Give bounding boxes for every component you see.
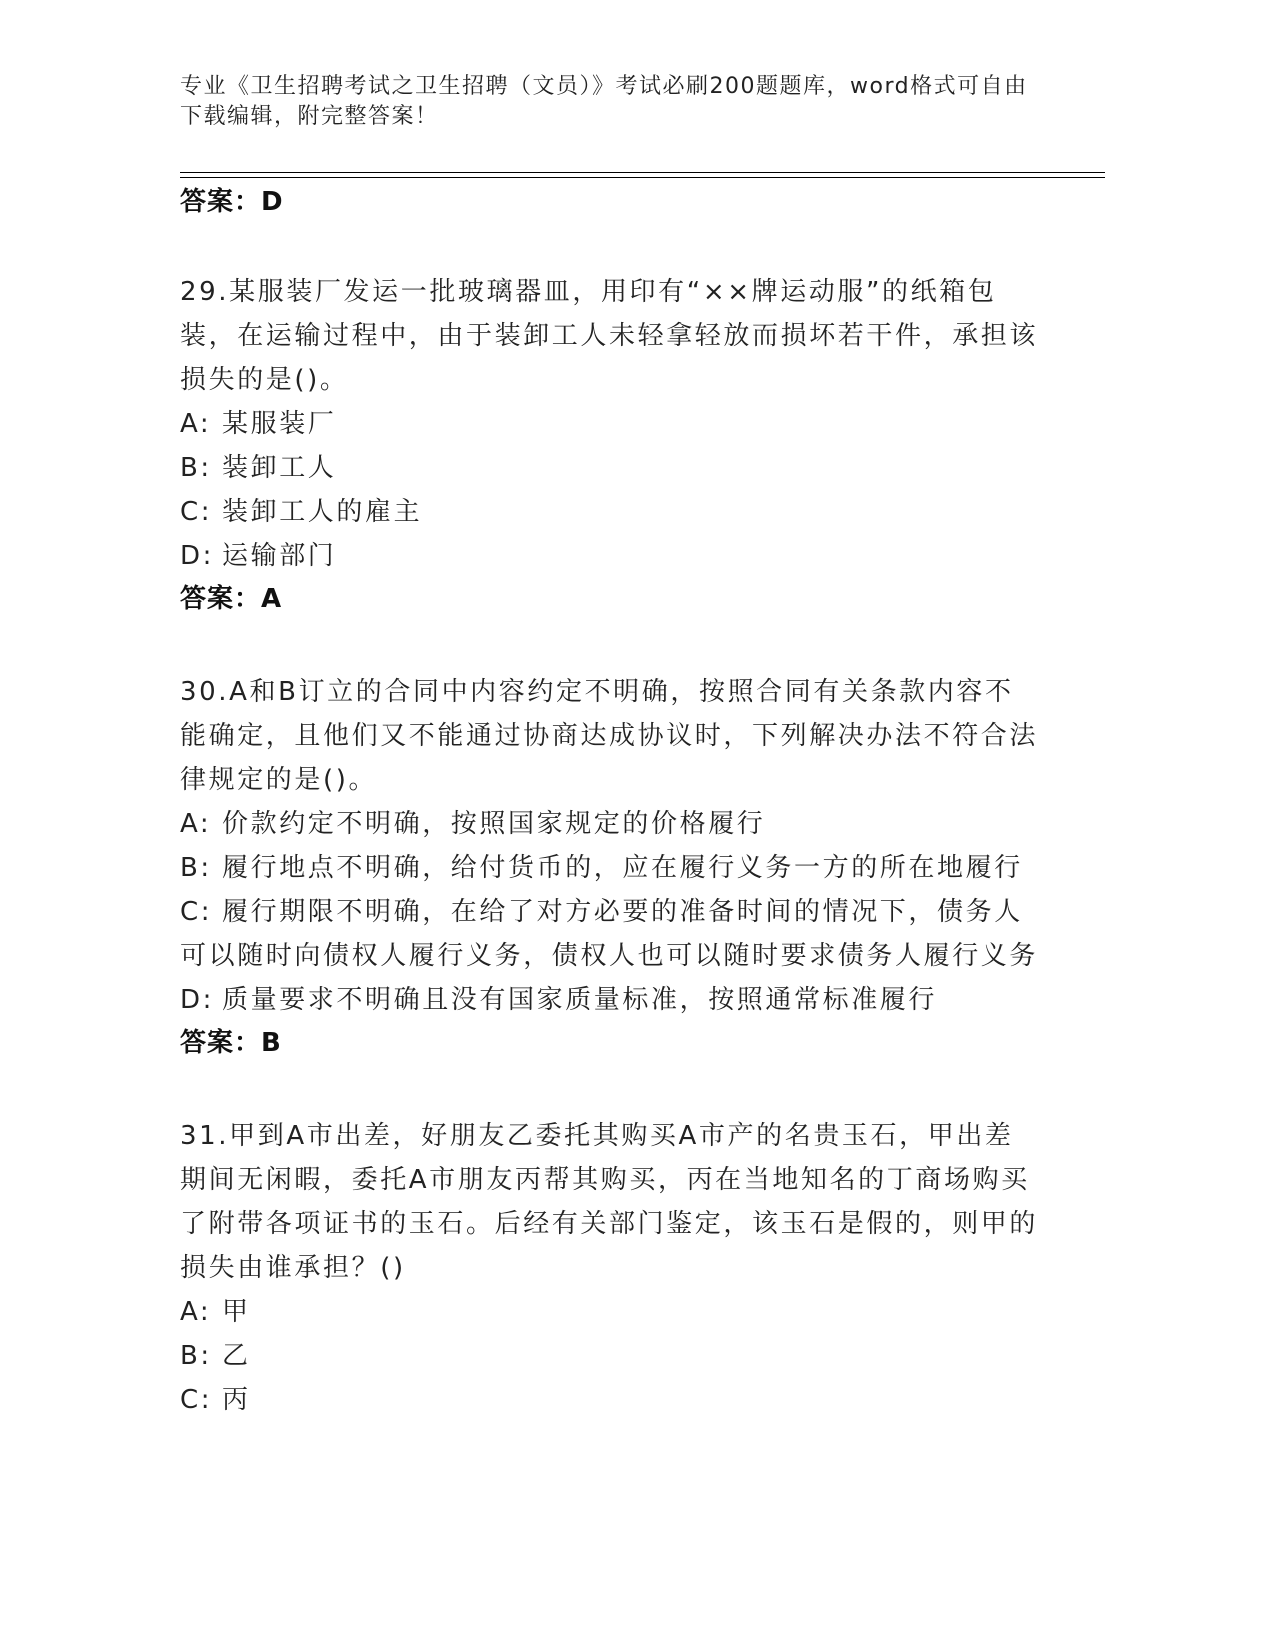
previous-answer: 答案：D (180, 187, 284, 217)
question-31 (180, 1114, 1040, 1422)
page-header: 专业《卫生招聘考试之卫生招聘（文员）》考试必刷200题题库，word格式可自由下载编辑，附完整答案！ (180, 74, 1028, 129)
option-label: B: (180, 853, 212, 883)
option-label: A: (180, 409, 212, 439)
question-stem: 31.甲到A市出差，好朋友乙委托其购买A市产的名贵玉石，甲出差期间无闲暇，委托A市朋友丙帮其购买，丙在当地知名的丁商场购买了附带各项证书的玉石。后经有关部门鉴定，该玉石是假的，则甲的损失由谁承担？() (180, 1121, 1039, 1283)
option-c (180, 1378, 1040, 1422)
option-text: 运输部门 (222, 541, 337, 571)
option-text: 价款约定不明确，按照国家规定的价格履行 (222, 809, 766, 839)
option-text: 履行地点不明确，给付货币的，应在履行义务一方的所在地履行 (222, 853, 1023, 883)
option-text: 装卸工人的雇主 (222, 497, 423, 527)
option-a (180, 402, 1040, 446)
option-b (180, 846, 1040, 890)
question-answer: 答案：B (180, 1028, 282, 1058)
document-body (180, 184, 1040, 1422)
header-rule-bottom (180, 177, 1105, 178)
option-text: 乙 (222, 1341, 251, 1371)
question-29 (180, 270, 1040, 620)
option-text: 甲 (222, 1297, 251, 1327)
option-label: A: (180, 809, 212, 839)
option-label: B: (180, 1341, 212, 1371)
option-text: 装卸工人 (222, 453, 337, 483)
option-text: 丙 (222, 1385, 251, 1415)
question-stem: 29.某服装厂发运一批玻璃器皿，用印有“××牌运动服”的纸箱包装，在运输过程中，由于装卸工人未轻拿轻放而损坏若干件，承担该损失的是()。 (180, 277, 1039, 395)
option-text: 履行期限不明确，在给了对方必要的准备时间的情况下，债务人可以随时向债权人履行义务，债权人也可以随时要求债务人履行义务 (180, 897, 1039, 971)
option-b (180, 446, 1040, 490)
option-a (180, 1290, 1040, 1334)
option-label: B: (180, 453, 212, 483)
option-c (180, 890, 1040, 978)
option-d (180, 978, 1040, 1022)
option-text: 质量要求不明确且没有国家质量标准，按照通常标准履行 (222, 985, 938, 1015)
option-a (180, 802, 1040, 846)
option-label: C: (180, 897, 213, 927)
option-label: D: (180, 541, 214, 571)
option-d (180, 534, 1040, 578)
header-rule-top (180, 172, 1105, 173)
question-30 (180, 670, 1040, 1064)
option-label: D: (180, 985, 214, 1015)
question-answer: 答案：A (180, 584, 283, 614)
option-c (180, 490, 1040, 534)
option-b (180, 1334, 1040, 1378)
option-label: C: (180, 1385, 213, 1415)
option-label: A: (180, 1297, 212, 1327)
option-label: C: (180, 497, 213, 527)
option-text: 某服装厂 (222, 409, 337, 439)
question-stem: 30.A和B订立的合同中内容约定不明确，按照合同有关条款内容不能确定，且他们又不能通过协商达成协议时，下列解决办法不符合法律规定的是()。 (180, 677, 1039, 795)
